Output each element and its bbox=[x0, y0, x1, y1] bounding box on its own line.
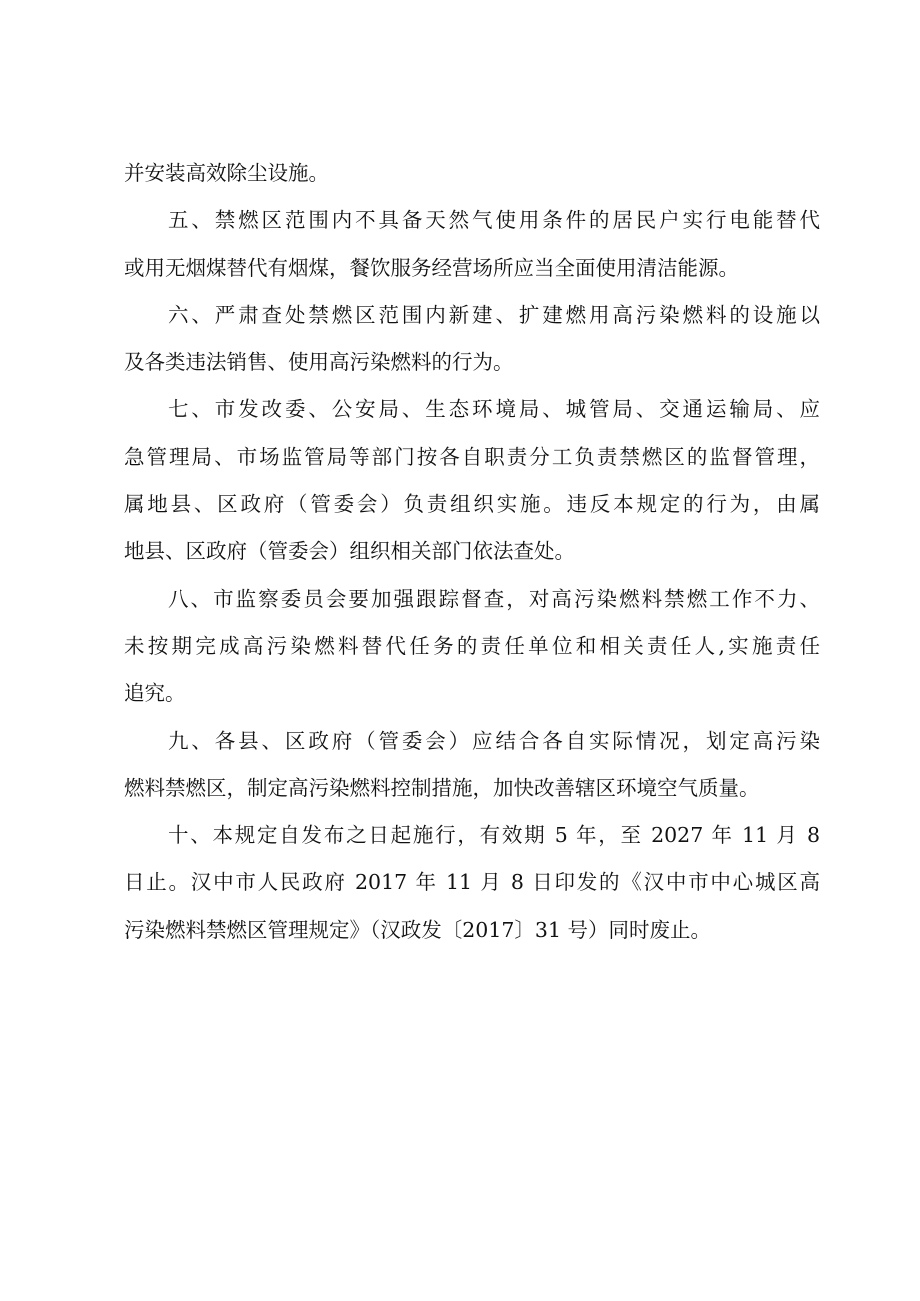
text-line: 急管理局、市场监管局等部门按各自职责分工负责禁燃区的监督管理， bbox=[124, 444, 820, 469]
paragraph-item-5 bbox=[124, 197, 824, 292]
paragraph-item-6 bbox=[124, 292, 824, 387]
text-line: 及各类违法销售、使用高污染燃料的行为。 bbox=[124, 350, 514, 375]
paragraph-continuation bbox=[124, 150, 824, 197]
text-line: 九、各县、区政府（管委会）应结合各自实际情况，划定高污染 bbox=[168, 728, 820, 753]
text-line: 日止。汉中市人民政府 2017 年 11 月 8 日印发的《汉中市中心城区高 bbox=[124, 870, 820, 895]
text-line: 燃料禁燃区，制定高污染燃料控制措施，加快改善辖区环境空气质量。 bbox=[124, 775, 760, 800]
paragraph-item-10 bbox=[124, 812, 824, 954]
text-line: 七、市发改委、公安局、生态环境局、城管局、交通运输局、应 bbox=[168, 397, 820, 422]
text-line: 地县、区政府（管委会）组织相关部门依法查处。 bbox=[124, 539, 575, 564]
paragraph-item-8 bbox=[124, 576, 824, 718]
paragraph-item-9 bbox=[124, 718, 824, 813]
text-line: 十、本规定自发布之日起施行，有效期 5 年，至 2027 年 11 月 8 bbox=[168, 823, 820, 848]
text-line: 八、市监察委员会要加强跟踪督查，对高污染燃料禁燃工作不力、 bbox=[168, 586, 820, 611]
text-line: 未按期完成高污染燃料替代任务的责任单位和相关责任人,实施责任 bbox=[124, 633, 820, 658]
text-line: 并安装高效除尘设施。 bbox=[124, 161, 329, 185]
text-line: 或用无烟煤替代有烟煤，餐饮服务经营场所应当全面使用清洁能源。 bbox=[124, 255, 739, 280]
text-line: 五、禁燃区范围内不具备天然气使用条件的居民户实行电能替代 bbox=[168, 208, 820, 233]
paragraph-item-7 bbox=[124, 386, 824, 575]
text-line: 六、严肃查处禁燃区范围内新建、扩建燃用高污染燃料的设施以 bbox=[168, 302, 820, 327]
text-line: 追究。 bbox=[124, 681, 186, 706]
text-line: 污染燃料禁燃区管理规定》（汉政发〔2017〕31 号）同时废止。 bbox=[124, 917, 712, 942]
document-body bbox=[124, 150, 824, 954]
text-line: 属地县、区政府（管委会）负责组织实施。违反本规定的行为，由属 bbox=[124, 492, 820, 517]
